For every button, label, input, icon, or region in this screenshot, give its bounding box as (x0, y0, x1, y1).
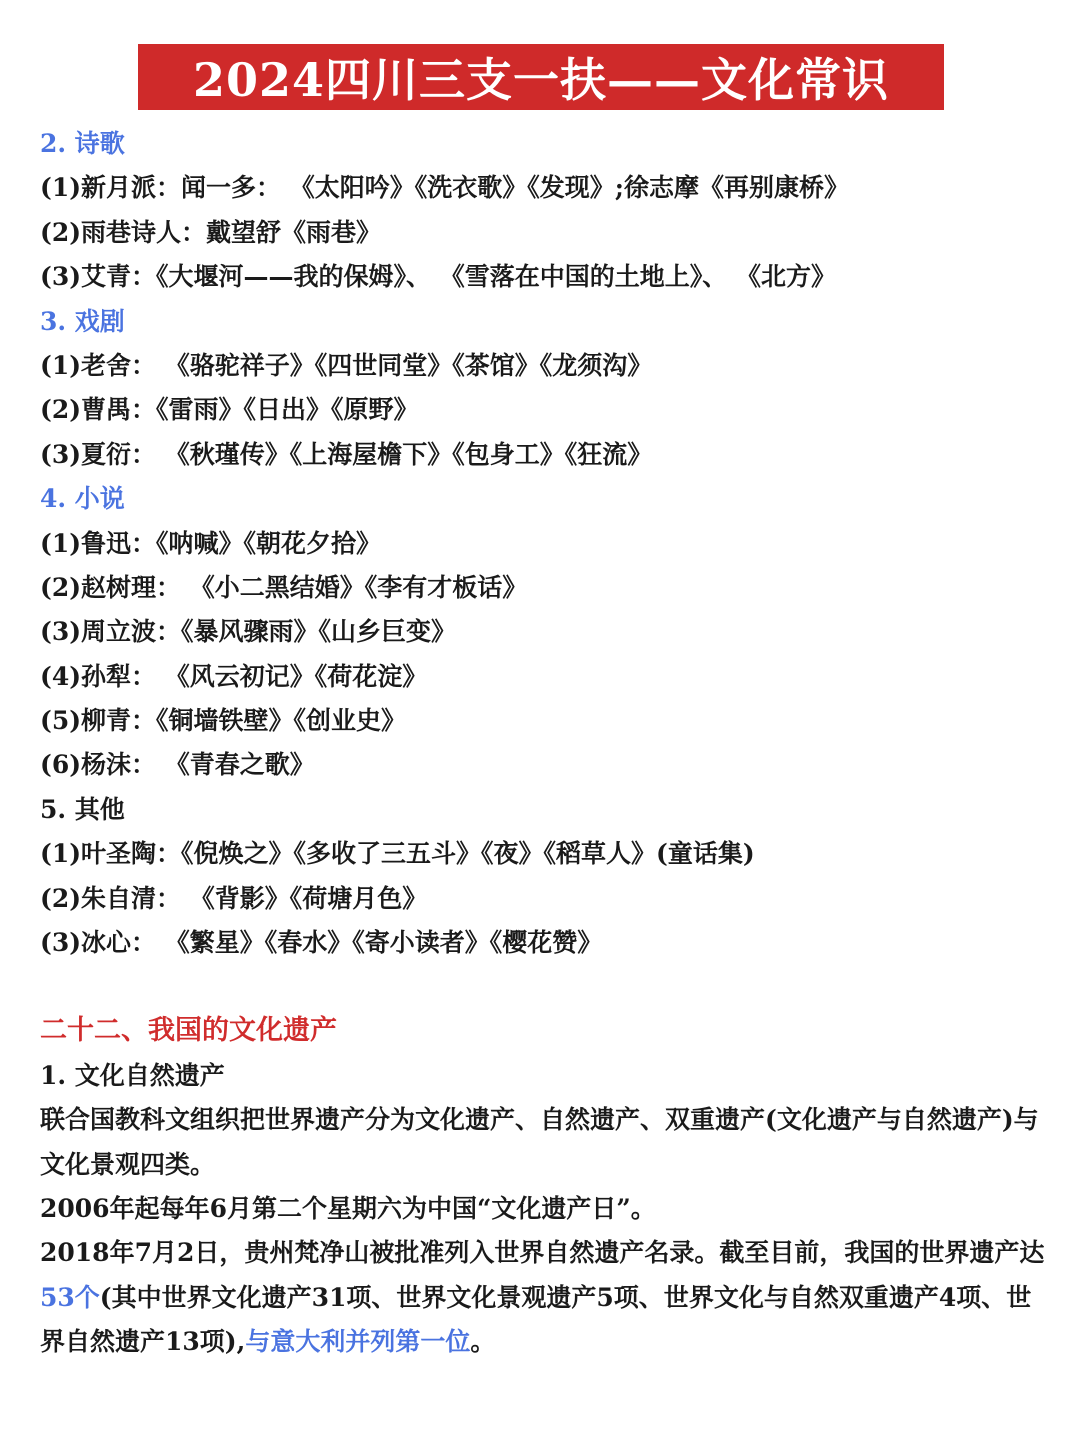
chapter-heading-heritage: 二十二、我国的文化遗产 (40, 1015, 337, 1047)
list-item: (1)鲁迅：《呐喊》《朝花夕拾》 (40, 528, 382, 558)
sub-heading-heritage: 1. 文化自然遗产 (40, 1060, 225, 1090)
content-body (40, 122, 1050, 1365)
spacer (40, 965, 1050, 1009)
list-item: (2)朱自清： 《背影》《荷塘月色》 (40, 883, 428, 913)
list-item: (2)赵树理： 《小二黑结婚》《李有才板话》 (40, 572, 528, 602)
paragraph-heritage-count (40, 1231, 1050, 1364)
section-heading-novel: 4. 小说 (40, 484, 125, 514)
list-item: (2)雨巷诗人：戴望舒《雨巷》 (40, 217, 382, 247)
list-item: (1)叶圣陶：《倪焕之》《多收了三五斗》《夜》《稻草人》(童话集) (40, 839, 755, 869)
paragraph-heritage-day: 2006年起每年6月第二个星期六为中国“文化遗产日”。 (40, 1194, 656, 1224)
list-item: (1)新月派：闻一多： 《太阳吟》《洗衣歌》《发现》;徐志摩《再别康桥》 (40, 173, 849, 203)
page-title: 2024四川三支一扶——文化常识 (192, 53, 890, 107)
paragraph-text: (其中世界文化遗产31项、世界文化景观遗产5项、世界文化与自然双重遗产4项、世界自然遗产13项), (40, 1282, 1032, 1357)
list-item: (6)杨沫： 《青春之歌》 (40, 750, 315, 780)
title-banner (138, 44, 944, 110)
paragraph-text: 。 (470, 1327, 496, 1357)
section-heading-drama: 3. 戏剧 (40, 306, 125, 336)
highlight-count: 53个 (40, 1282, 100, 1312)
list-item: (3)周立波：《暴风骤雨》《山乡巨变》 (40, 617, 457, 647)
paragraph-categories: 联合国教科文组织把世界遗产分为文化遗产、自然遗产、双重遗产(文化遗产与自然遗产)与文化景观四类。 (40, 1105, 1039, 1179)
list-item: (3)夏衍： 《秋瑾传》《上海屋檐下》《包身工》《狂流》 (40, 439, 653, 469)
list-item: (4)孙犁： 《风云初记》《荷花淀》 (40, 661, 428, 691)
highlight-rank: 与意大利并列第一位 (245, 1327, 471, 1357)
list-item: (2)曹禺：《雷雨》《日出》《原野》 (40, 395, 419, 425)
list-item: (3)艾青：《大堰河——我的保姆》、 《雪落在中国的土地上》、 《北方》 (40, 262, 836, 292)
paragraph-text: 2018年7月2日，贵州梵净山被批准列入世界自然遗产名录。截至目前，我国的世界遗产达 (40, 1238, 1045, 1268)
list-item: (1)老舍： 《骆驼祥子》《四世同堂》《茶馆》《龙须沟》 (40, 350, 653, 380)
section-heading-other: 5. 其他 (40, 794, 125, 824)
list-item: (5)柳青：《铜墙铁壁》《创业史》 (40, 706, 407, 736)
section-heading-poetry: 2. 诗歌 (40, 129, 125, 158)
list-item: (3)冰心： 《繁星》《春水》《寄小读者》《樱花赞》 (40, 928, 603, 958)
